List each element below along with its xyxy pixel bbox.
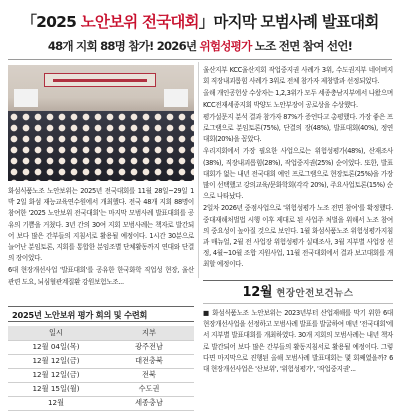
stage-banner bbox=[44, 73, 156, 87]
sub-headline bbox=[0, 38, 400, 54]
schedule-header-branch: 지부 bbox=[104, 326, 194, 340]
right-article bbox=[203, 65, 393, 272]
group-photo bbox=[8, 65, 194, 181]
schedule-branch: 전북 bbox=[104, 368, 194, 382]
main-headline bbox=[0, 10, 400, 32]
headline-suffix: 」마지막 모범사례 발표대회 bbox=[198, 13, 379, 31]
schedule-date: 12월 bbox=[8, 396, 104, 410]
subhead-highlight: 위험성평가 bbox=[199, 39, 252, 53]
left-paragraph: 6대 현장개선사업 '발표대회'를 공유한 한국화학 직업성 현장, 울산 관련 도요, 뇌심혈관계질환 강원보험노조... bbox=[8, 266, 194, 286]
headline-prefix: 「2025 bbox=[21, 13, 81, 31]
table-row bbox=[8, 396, 194, 410]
news-text bbox=[203, 308, 393, 375]
table-row bbox=[8, 382, 194, 396]
schedule-branch: 광주전남 bbox=[104, 340, 194, 354]
schedule-header-date: 일시 bbox=[8, 326, 104, 340]
news-paragraph: ■ 화섬식품노조 노안보위는 2023년부터 산업재해를 막기 위한 6대 현장개선사업을 선정하고 모범사례 발표를 발굴하여 매년 '전국대회'에서 지부별 발표대회를 개최하였다. 30개 지회의 모범사례는 내년 책자로 발간되어 보다 많은 간부들의 활동지침서로 활용될 예정이다. 그렇다면 마지막으로 진행된 올해 모범사례 발표대회는 몇 회째였을까? 6대 현장개선사업은 '산보위', '위험성평가', '작업중지권'... bbox=[203, 309, 393, 374]
column-divider bbox=[198, 62, 199, 278]
news-section-title bbox=[203, 280, 393, 304]
schedule-date: 12월 15일(월) bbox=[8, 382, 104, 396]
table-row bbox=[8, 354, 194, 368]
headline-highlight: 노안보위 전국대회 bbox=[80, 13, 199, 31]
news-section bbox=[203, 308, 393, 376]
schedule-header-row bbox=[8, 326, 194, 340]
left-article-text bbox=[8, 186, 194, 288]
news-label: 현장안전보건뉴스 bbox=[276, 288, 354, 299]
schedule-branch: 대전충북 bbox=[104, 354, 194, 368]
participants-crowd bbox=[8, 111, 194, 181]
table-row bbox=[8, 340, 194, 354]
news-month: 12월 bbox=[242, 285, 273, 300]
right-paragraph: 울산지부 KCC울산지회 작업중지권 사례가 3위, 수도권지부 네이버지회 직장내괴롭힘 사례가 3위로 전체 참가자 제창발과 선정되었다. bbox=[203, 66, 393, 86]
schedule-date: 12월 04일(목) bbox=[8, 340, 104, 354]
right-paragraph: 올해 개인공헌상 수상자는 1,2,3위가 모두 세종충남지부에서 나왔으며 KCC전재세종지회 박양도 노안부장이 공로상을 수상했다. bbox=[203, 89, 393, 109]
schedule-date: 12월 12일(금) bbox=[8, 354, 104, 368]
projection-screen-right bbox=[164, 89, 188, 107]
table-row bbox=[8, 368, 194, 382]
right-article-text bbox=[203, 65, 393, 271]
schedule-table bbox=[8, 326, 194, 411]
subhead-suffix: 노조 전면 참여 선언! bbox=[251, 39, 353, 53]
right-paragraph: 평가설문지 분석 결과 참가자 87%가 증언다고 총평했다. 가장 좋은 프로그램으로 분임토론(75%), 단결의 장(48%), 발표대회(40%), 정연대회(20%)을 꼽았다. bbox=[203, 112, 393, 144]
schedule-date: 12월 12일(금) bbox=[8, 368, 104, 382]
right-paragraph: 우리지회에서 가장 필요한 사업으로는 위험성평가(48%), 산재조사(38%), 직장내괴롭힘(28%), 작업중지권(25%) 순이었다. 또한, 발표대회가 없는 내년 전국대회 예인 프로그램으로 현장토론(25%)을 가장 많이 선택했고 강의교육/문화학회(각각 20%), 주요사업토론(15%) 순으로 나타났다. bbox=[203, 147, 393, 201]
schedule-title: 2025년 노안보위 평가 회의 및 수련회 bbox=[8, 306, 194, 322]
headline-divider bbox=[8, 59, 392, 60]
left-paragraph: 화섬식품노조 노안보위는 2025년 전국대회를 11월 28일~29일 1박 2일 화섬 재능교육연수원에서 개최했다. 전국 48개 지회 88명이 참여한 '2025 노안보위 전국대회'는 마지막 모범사례 발표대회를 공유의 기쁨을 거쳤다. 3년 간의 30여 지회 모범사례는 책자로 발간되어 보다 많은 간부들의 지침서로 활용될 예정이다. 1시간 30분으로 늘어난 분임토론, 지회를 통합한 분임조별 단체활동까지 연대와 단결의 장이었다. bbox=[8, 187, 194, 263]
schedule-branch: 수도권 bbox=[104, 382, 194, 396]
projection-screen-left bbox=[14, 89, 38, 107]
left-article bbox=[8, 186, 194, 289]
right-paragraph: 2일차 2026년 중점사업으로 '위험성평가 노조 전면 참여'를 확정했다. 중대재해처벌법 시행 이후 제대로 된 사업주 처벌을 위해서 노조 참여의 중요성이 높아질 것으로 보인다. 1월 화섬식품노조 위험성평가지침과 매뉴얼, 2월 전 사업장 위험성평가 실태조사, 3월 지부별 사업장 선정, 4월~10월 조합 지원사업, 11월 전국대회에서 결과 보고대회를 개최할 예정이다. bbox=[203, 204, 393, 269]
schedule-branch: 세종충남 bbox=[104, 396, 194, 410]
subhead-prefix: 48개 지회 88명 참가! 2026년 bbox=[47, 39, 200, 53]
